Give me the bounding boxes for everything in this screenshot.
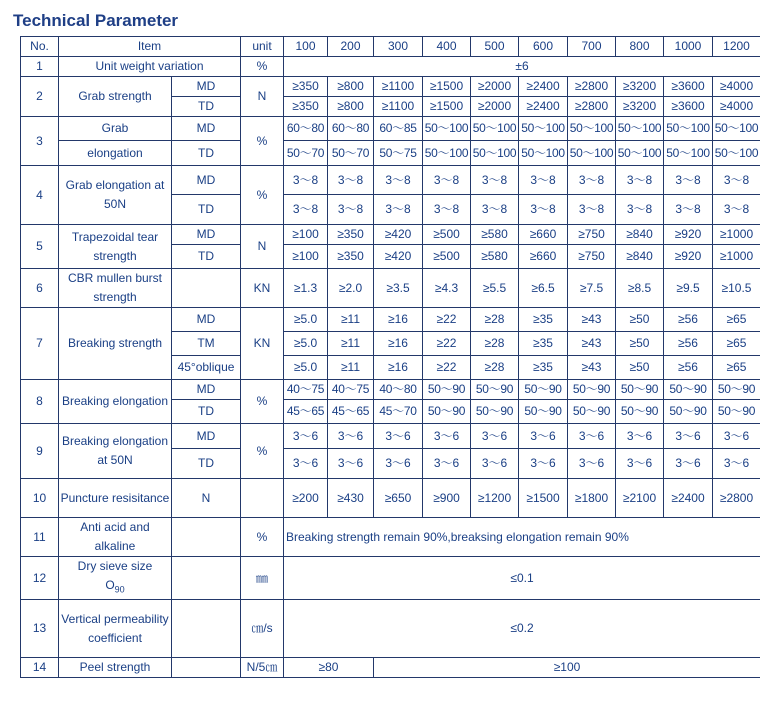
table-row xyxy=(21,141,760,166)
value-cell: ≥3600 xyxy=(664,97,713,117)
direction-label: MD xyxy=(172,225,241,245)
value-cell: 40～75 xyxy=(328,380,374,400)
value-cell: ≥200 xyxy=(284,479,328,518)
value-cell: 3～6 xyxy=(519,424,568,449)
value-cell: ≥2400 xyxy=(519,77,568,97)
value-cell: 3～8 xyxy=(519,195,568,225)
value-cell: ≥9.5 xyxy=(664,269,713,308)
table-row xyxy=(21,269,760,308)
value-cell: ≥1500 xyxy=(423,97,471,117)
value-cell: ≥1.3 xyxy=(284,269,328,308)
value-cell: ≥650 xyxy=(374,479,423,518)
row-unit: % xyxy=(241,166,284,225)
direction-label: 45°oblique xyxy=(172,356,241,380)
value-cell: 3～6 xyxy=(616,449,664,479)
value-cell: ≥35 xyxy=(519,332,568,356)
direction-label: TD xyxy=(172,449,241,479)
value-cell: 50～100 xyxy=(423,117,471,141)
row-no: 5 xyxy=(21,225,59,269)
row-name-line: elongation xyxy=(59,141,172,166)
row-no: 13 xyxy=(21,600,59,658)
value-cell: 50～90 xyxy=(519,400,568,424)
value-cell: ≥65 xyxy=(713,332,760,356)
value-cell: 3～6 xyxy=(664,449,713,479)
value-cell: 50～90 xyxy=(471,400,519,424)
value-cell: ≥920 xyxy=(664,225,713,245)
row-unit: % xyxy=(241,424,284,479)
direction-label: MD xyxy=(172,308,241,332)
direction-label: MD xyxy=(172,424,241,449)
row-value: ≤0.2 xyxy=(284,600,760,658)
value-cell: 50～70 xyxy=(328,141,374,166)
header-item: Item xyxy=(59,37,241,57)
table-row xyxy=(21,77,760,97)
value-cell: ≥4000 xyxy=(713,77,760,97)
row-name: Breaking elongation xyxy=(59,380,172,424)
value-cell: 3～6 xyxy=(471,449,519,479)
value-cell: ≥65 xyxy=(713,308,760,332)
value-cell: 50～100 xyxy=(664,141,713,166)
value-cell: ≥500 xyxy=(423,225,471,245)
value-cell: ≥500 xyxy=(423,245,471,269)
technical-parameter-table xyxy=(20,36,760,678)
header-no: No. xyxy=(21,37,59,57)
value-cell: ≥100 xyxy=(284,225,328,245)
direction-label: TD xyxy=(172,195,241,225)
direction-label-empty xyxy=(172,518,241,557)
row-name: Grab elongation at 50N xyxy=(59,166,172,225)
row-value: Breaking strength remain 90%,breaksing elongation remain 90% xyxy=(284,518,760,557)
value-cell: 3～8 xyxy=(374,195,423,225)
table-row xyxy=(21,380,760,400)
value-cell: ≥50 xyxy=(616,356,664,380)
value-cell: ≥4.3 xyxy=(423,269,471,308)
header-col: 200 xyxy=(328,37,374,57)
value-cell: 50～100 xyxy=(519,141,568,166)
value-cell: ≥2800 xyxy=(568,77,616,97)
value-cell: 50～100 xyxy=(616,117,664,141)
value-cell: ≥8.5 xyxy=(616,269,664,308)
value-cell: 3～6 xyxy=(713,449,760,479)
value-cell: 3～6 xyxy=(284,424,328,449)
value-cell: ≥22 xyxy=(423,308,471,332)
table-row xyxy=(21,117,760,141)
value-cell: ≥11 xyxy=(328,356,374,380)
table-row xyxy=(21,518,760,557)
table-row xyxy=(21,308,760,332)
value-cell: ≥840 xyxy=(616,245,664,269)
value-cell: 40～80 xyxy=(374,380,423,400)
value-cell: ≥840 xyxy=(616,225,664,245)
value-cell: 50～100 xyxy=(519,117,568,141)
row-unit: N xyxy=(241,77,284,117)
value-cell: 50～90 xyxy=(616,380,664,400)
value-cell: 3～8 xyxy=(713,166,760,195)
direction-label: TM xyxy=(172,332,241,356)
value-cell: ≥1500 xyxy=(519,479,568,518)
header-col: 1000 xyxy=(664,37,713,57)
value-cell: ≥2400 xyxy=(664,479,713,518)
header-row xyxy=(21,37,760,57)
value-cell: 3～8 xyxy=(568,195,616,225)
value-cell: ≥56 xyxy=(664,308,713,332)
table-row xyxy=(21,225,760,245)
row-no: 10 xyxy=(21,479,59,518)
value-cell: 3～8 xyxy=(616,166,664,195)
value-cell: 50～90 xyxy=(471,380,519,400)
value-cell: ≥28 xyxy=(471,332,519,356)
header-col: 500 xyxy=(471,37,519,57)
table-row xyxy=(21,557,760,600)
value-cell: 3～8 xyxy=(284,166,328,195)
value-cell: 50～90 xyxy=(568,380,616,400)
table-row xyxy=(21,600,760,658)
row-unit: ㎝/s xyxy=(241,600,284,658)
value-cell: 3～6 xyxy=(616,424,664,449)
row-unit: N/5㎝ xyxy=(241,658,284,678)
value-cell: 3～8 xyxy=(713,195,760,225)
value-cell: ≥580 xyxy=(471,225,519,245)
value-cell: 50～100 xyxy=(423,141,471,166)
value-cell: 40～75 xyxy=(284,380,328,400)
value-cell: ≥5.0 xyxy=(284,356,328,380)
value-cell: ≥2400 xyxy=(519,97,568,117)
value-cell: ≥2800 xyxy=(713,479,760,518)
row-value: ≥100 xyxy=(374,658,760,678)
value-cell: 3～6 xyxy=(328,449,374,479)
row-unit: KN xyxy=(241,269,284,308)
value-cell: ≥750 xyxy=(568,225,616,245)
value-cell: 50～100 xyxy=(616,141,664,166)
row-unit: % xyxy=(241,518,284,557)
row-value: ±6 xyxy=(284,57,760,77)
row-name: Unit weight variation xyxy=(59,57,241,77)
value-cell: 3～6 xyxy=(284,449,328,479)
value-cell: ≥11 xyxy=(328,308,374,332)
header-col: 400 xyxy=(423,37,471,57)
value-cell: ≥1200 xyxy=(471,479,519,518)
value-cell: 3～6 xyxy=(423,424,471,449)
value-cell: ≥16 xyxy=(374,308,423,332)
value-cell: 60～85 xyxy=(374,117,423,141)
value-cell: 3～8 xyxy=(374,166,423,195)
value-cell: 50～100 xyxy=(713,117,760,141)
value-cell: 3～8 xyxy=(471,166,519,195)
value-cell: 3～6 xyxy=(374,424,423,449)
value-cell: ≥16 xyxy=(374,332,423,356)
value-cell: 50～70 xyxy=(284,141,328,166)
row-name: Peel strength xyxy=(59,658,172,678)
row-no: 8 xyxy=(21,380,59,424)
direction-label-empty xyxy=(172,557,241,600)
value-cell: 50～100 xyxy=(568,141,616,166)
value-cell: ≥22 xyxy=(423,356,471,380)
row-name: Vertical permeability coefficient xyxy=(59,600,172,658)
value-cell: ≥1500 xyxy=(423,77,471,97)
value-cell: ≥5.5 xyxy=(471,269,519,308)
value-cell: ≥5.0 xyxy=(284,332,328,356)
row-name: Anti acid and alkaline xyxy=(59,518,172,557)
table-row xyxy=(21,57,760,77)
value-cell: 50～90 xyxy=(664,400,713,424)
value-cell: ≥900 xyxy=(423,479,471,518)
sieve-subscript: 90 xyxy=(114,584,125,595)
direction-label: TD xyxy=(172,400,241,424)
value-cell: 45～65 xyxy=(328,400,374,424)
value-cell: 3～8 xyxy=(284,195,328,225)
row-no: 11 xyxy=(21,518,59,557)
value-cell: 3～8 xyxy=(328,195,374,225)
value-cell: ≥350 xyxy=(328,245,374,269)
value-cell: ≥6.5 xyxy=(519,269,568,308)
value-cell: 50～100 xyxy=(471,141,519,166)
row-no: 6 xyxy=(21,269,59,308)
value-cell: 3～6 xyxy=(471,424,519,449)
value-cell: 60～80 xyxy=(328,117,374,141)
value-cell: ≥350 xyxy=(328,225,374,245)
value-cell: ≥1800 xyxy=(568,479,616,518)
value-cell: ≥350 xyxy=(284,77,328,97)
value-cell: 3～6 xyxy=(713,424,760,449)
value-cell: ≥28 xyxy=(471,356,519,380)
value-cell: 3～8 xyxy=(664,195,713,225)
row-no: 14 xyxy=(21,658,59,678)
value-cell: ≥2000 xyxy=(471,77,519,97)
value-cell: ≥420 xyxy=(374,225,423,245)
row-unit: N xyxy=(172,479,241,518)
value-cell: 3～6 xyxy=(568,424,616,449)
value-cell: ≥2000 xyxy=(471,97,519,117)
sieve-symbol: O xyxy=(105,578,115,592)
value-cell: ≥1100 xyxy=(374,97,423,117)
value-cell: ≥750 xyxy=(568,245,616,269)
table-row xyxy=(21,424,760,449)
header-col: 100 xyxy=(284,37,328,57)
value-cell: 3～6 xyxy=(328,424,374,449)
page-title: Technical Parameter xyxy=(13,11,179,30)
row-unit: % xyxy=(241,57,284,77)
row-name: Puncture resisitance xyxy=(59,479,172,518)
value-cell: ≥920 xyxy=(664,245,713,269)
table-row xyxy=(21,479,760,518)
direction-label: TD xyxy=(172,97,241,117)
row-unit: % xyxy=(241,380,284,424)
value-cell: ≥22 xyxy=(423,332,471,356)
value-cell: ≥100 xyxy=(284,245,328,269)
value-cell: ≥43 xyxy=(568,308,616,332)
header-col: 300 xyxy=(374,37,423,57)
value-cell: ≥65 xyxy=(713,356,760,380)
row-name-text: Dry sieve size xyxy=(77,559,153,573)
row-no: 4 xyxy=(21,166,59,225)
value-cell: ≥5.0 xyxy=(284,308,328,332)
value-cell: ≥50 xyxy=(616,308,664,332)
direction-label: TD xyxy=(172,245,241,269)
direction-label-empty xyxy=(172,658,241,678)
row-unit: KN xyxy=(241,308,284,380)
value-cell: 3～8 xyxy=(328,166,374,195)
value-cell: ≥35 xyxy=(519,308,568,332)
row-no: 7 xyxy=(21,308,59,380)
row-name: Breaking strength xyxy=(59,308,172,380)
table-body xyxy=(21,37,760,678)
value-cell: ≥4000 xyxy=(713,97,760,117)
value-cell: 50～90 xyxy=(423,380,471,400)
value-cell: 50～100 xyxy=(664,117,713,141)
value-cell: 3～8 xyxy=(568,166,616,195)
row-value: ≥80 xyxy=(284,658,374,678)
value-cell: ≥2.0 xyxy=(328,269,374,308)
value-cell: ≥10.5 xyxy=(713,269,760,308)
direction-label: TD xyxy=(172,141,241,166)
direction-label-empty xyxy=(172,600,241,658)
value-cell: 50～90 xyxy=(519,380,568,400)
row-name-line: Grab xyxy=(59,117,172,141)
value-cell: ≥2100 xyxy=(616,479,664,518)
value-cell: ≥580 xyxy=(471,245,519,269)
value-cell: ≥43 xyxy=(568,332,616,356)
value-cell: ≥420 xyxy=(374,245,423,269)
value-cell: 3～6 xyxy=(519,449,568,479)
value-cell: 50～90 xyxy=(616,400,664,424)
value-cell: ≥28 xyxy=(471,308,519,332)
value-cell: 50～90 xyxy=(568,400,616,424)
value-cell: 45～70 xyxy=(374,400,423,424)
table-row xyxy=(21,658,760,678)
value-cell: 3～6 xyxy=(423,449,471,479)
value-cell: ≥16 xyxy=(374,356,423,380)
value-cell: ≥7.5 xyxy=(568,269,616,308)
value-cell: 50～100 xyxy=(568,117,616,141)
row-name: Grab strength xyxy=(59,77,172,117)
value-cell: 50～100 xyxy=(713,141,760,166)
value-cell: ≥660 xyxy=(519,245,568,269)
header-col: 600 xyxy=(519,37,568,57)
row-no: 3 xyxy=(21,117,59,166)
value-cell: 3～8 xyxy=(616,195,664,225)
value-cell: ≥430 xyxy=(328,479,374,518)
value-cell: 3～8 xyxy=(519,166,568,195)
row-value: ≤0.1 xyxy=(284,557,760,600)
direction-label: MD xyxy=(172,380,241,400)
header-col: 800 xyxy=(616,37,664,57)
value-cell: ≥800 xyxy=(328,77,374,97)
direction-label: MD xyxy=(172,166,241,195)
value-cell: ≥3.5 xyxy=(374,269,423,308)
table-row xyxy=(21,166,760,195)
value-cell: 3～8 xyxy=(471,195,519,225)
value-cell: 50～75 xyxy=(374,141,423,166)
header-col: 700 xyxy=(568,37,616,57)
row-name xyxy=(59,557,172,600)
value-cell: 60～80 xyxy=(284,117,328,141)
value-cell: 50～90 xyxy=(713,380,760,400)
value-cell: ≥350 xyxy=(284,97,328,117)
value-cell: ≥2800 xyxy=(568,97,616,117)
value-cell: ≥660 xyxy=(519,225,568,245)
row-no: 2 xyxy=(21,77,59,117)
row-name: Breaking elongation at 50N xyxy=(59,424,172,479)
row-no: 12 xyxy=(21,557,59,600)
row-no: 1 xyxy=(21,57,59,77)
value-cell: ≥1100 xyxy=(374,77,423,97)
row-name: Trapezoidal tear strength xyxy=(59,225,172,269)
value-cell: ≥43 xyxy=(568,356,616,380)
value-cell: ≥11 xyxy=(328,332,374,356)
row-unit: N xyxy=(241,225,284,269)
row-no: 9 xyxy=(21,424,59,479)
value-cell: ≥50 xyxy=(616,332,664,356)
value-cell: 3～6 xyxy=(664,424,713,449)
value-cell: ≥3200 xyxy=(616,97,664,117)
header-col: 1200 xyxy=(713,37,760,57)
value-cell: 50～90 xyxy=(713,400,760,424)
direction-label: MD xyxy=(172,117,241,141)
value-cell: 50～90 xyxy=(423,400,471,424)
value-cell: 3～8 xyxy=(423,166,471,195)
value-cell: ≥1000 xyxy=(713,225,760,245)
value-cell: 3～8 xyxy=(664,166,713,195)
row-unit: ㎜ xyxy=(241,557,284,600)
value-cell: ≥56 xyxy=(664,356,713,380)
value-cell: ≥3600 xyxy=(664,77,713,97)
row-unit: % xyxy=(241,117,284,166)
value-cell: ≥56 xyxy=(664,332,713,356)
header-unit: unit xyxy=(241,37,284,57)
value-cell: ≥3200 xyxy=(616,77,664,97)
value-cell: 50～90 xyxy=(664,380,713,400)
value-cell: 3～6 xyxy=(374,449,423,479)
value-cell: 45～65 xyxy=(284,400,328,424)
direction-label-empty xyxy=(172,269,241,308)
value-cell: 3～8 xyxy=(423,195,471,225)
value-cell: ≥1000 xyxy=(713,245,760,269)
row-name: CBR mullen burst strength xyxy=(59,269,172,308)
direction-label: MD xyxy=(172,77,241,97)
unit-empty xyxy=(241,479,284,518)
value-cell: 50～100 xyxy=(471,117,519,141)
value-cell: ≥35 xyxy=(519,356,568,380)
value-cell: 3～6 xyxy=(568,449,616,479)
value-cell: ≥800 xyxy=(328,97,374,117)
